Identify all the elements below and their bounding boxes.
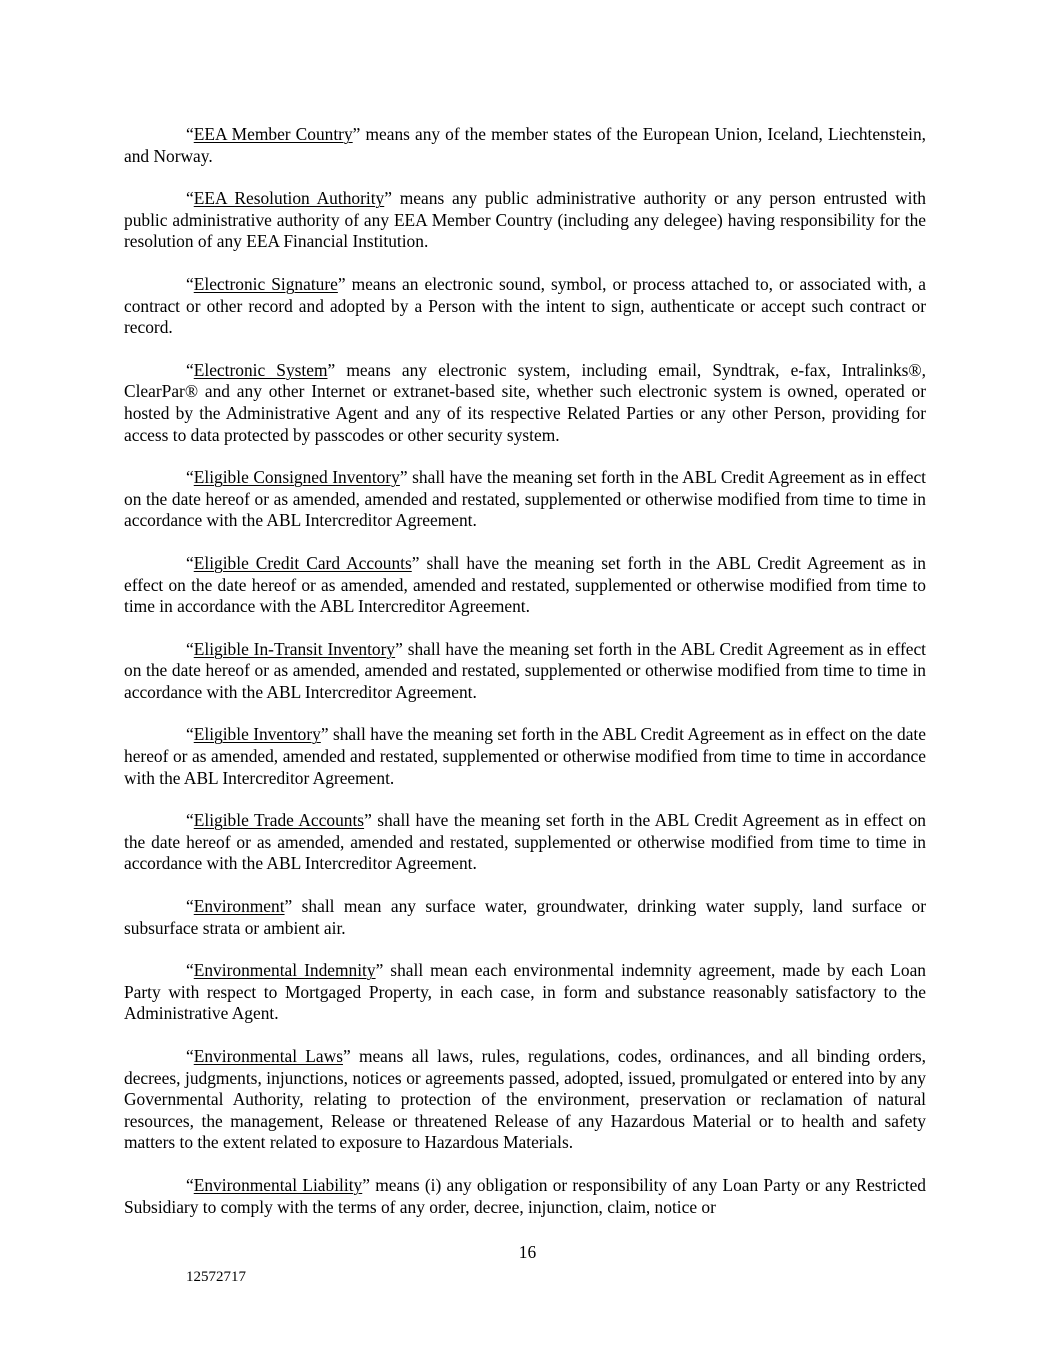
defined-term: Environmental Liability — [193, 1174, 363, 1195]
defined-term: EEA Member Country — [193, 124, 353, 144]
definition-text: shall mean each environmental indemnity agreement, made by each Loan Party with respect to Mortgaged Property, in each case, in form and substance reasonably satisfactory to the Administrative Agent. — [124, 960, 927, 1024]
definition-paragraph: “Environmental Laws” means all laws, rules, regulations, codes, ordinances, and all binding orders, decrees, judgments, injunctions, notices or agreements passed, adopted, issued, promulgated or entered into by any Governmental Authority, relating to protection of the environment, preservation or reclamation of natural resources, the management, Release or threatened Release of any Hazardous Material or to health and safety matters to the extent related to exposure to Hazardous Materials. — [124, 1046, 926, 1153]
defined-term: Electronic System — [193, 359, 328, 380]
definition-text: shall have the meaning set forth in the ABL Credit Agreement as in effect on the date hereof or as amended, amended and restated, supplemented or otherwise modified from time to time in accordance with the ABL Intercreditor Agreement. — [124, 810, 926, 874]
defined-term: Electronic Signature — [193, 273, 338, 294]
definition-paragraph: “Eligible Inventory” shall have the meaning set forth in the ABL Credit Agreement as in effect on the date hereof or as amended, amended and restated, supplemented or otherwise modified from time to time in accordance with the ABL Intercreditor Agreement. — [124, 724, 926, 788]
page-number: 16 — [518, 1242, 537, 1262]
definition-text: means an electronic sound, symbol, or process attached to, or associated with, a contract or other record and adopted by a Person with the intent to sign, authenticate or accept such contract or record. — [124, 273, 926, 338]
definition-text: shall have the meaning set forth in the ABL Credit Agreement as in effect on the date hereof or as amended, amended and restated, supplemented or otherwise modified from time to time in accordance with the ABL Intercreditor Agreement. — [124, 467, 926, 531]
definition-paragraph: “Environmental Indemnity” shall mean each environmental indemnity agreement, made by each Loan Party with respect to Mortgaged Property, in each case, in form and substance reasonably satisfactory to the Administrative Agent. — [124, 960, 927, 1024]
definition-text: means any electronic system, including email, Syndtrak, e-fax, Intralinks®, ClearPar® and any other Internet or extranet-based site, whether such electronic system is owned, operated or hosted by the Administrative Agent and any of its respective Related Parties or any other Person, providing for access to data protected by passcodes or other security system. — [124, 359, 926, 445]
definition-text: means (i) any obligation or responsibility of any Loan Party or any Restricted Subsidiary to comply with the terms of any order, decree, injunction, claim, notice or — [124, 1174, 926, 1217]
definition-paragraph: “Eligible In-Transit Inventory” shall have the meaning set forth in the ABL Credit Agreement as in effect on the date hereof or as amended, amended and restated, supplemented or otherwise modified from time to time in accordance with the ABL Intercreditor Agreement. — [124, 638, 926, 702]
definition-text: shall mean any surface water, groundwater, drinking water supply, land surface or subsurface strata or ambient air. — [124, 896, 926, 938]
definition-paragraph: “EEA Member Country” means any of the member states of the European Union, Iceland, Liechtenstein, and Norway. — [124, 124, 926, 166]
defined-term: Environment — [193, 896, 285, 917]
defined-term: Environmental Laws — [193, 1046, 343, 1066]
definition-text: means any public administrative authority or any person entrusted with public administrative authority of any EEA Member Country (including any delegee) having responsibility for the resolution of any EEA Financial Institution. — [124, 188, 926, 252]
defined-term: Eligible Inventory — [193, 724, 321, 745]
definition-text: means all laws, rules, regulations, codes, ordinances, and all binding orders, decrees, judgments, injunctions, notices or agreements passed, adopted, issued, promulgated or entered into by any Governmental Authority, relating to protection of the environment, preservation or reclamation of natural resources, the management, Release or threatened Release of any Hazardous Material or to health and safety matters to the extent related to exposure to Hazardous Materials. — [124, 1046, 926, 1153]
defined-term: Environmental Indemnity — [193, 960, 376, 981]
definition-paragraph: “Eligible Consigned Inventory” shall have the meaning set forth in the ABL Credit Agreement as in effect on the date hereof or as amended, amended and restated, supplemented or otherwise modified from time to time in accordance with the ABL Intercreditor Agreement. — [124, 467, 926, 531]
defined-term: Eligible Trade Accounts — [193, 810, 365, 831]
definitions-section — [124, 124, 926, 1239]
definition-paragraph: “Eligible Trade Accounts” shall have the meaning set forth in the ABL Credit Agreement as in effect on the date hereof or as amended, amended and restated, supplemented or otherwise modified from time to time in accordance with the ABL Intercreditor Agreement. — [124, 810, 926, 874]
definition-text: shall have the meaning set forth in the ABL Credit Agreement as in effect on the date hereof or as amended, amended and restated, supplemented or otherwise modified from time to time in accordance with the ABL Intercreditor Agreement. — [124, 552, 926, 617]
defined-term: Eligible Consigned Inventory — [193, 467, 400, 488]
definition-text: means any of the member states of the European Union, Iceland, Liechtenstein, and Norway. — [124, 124, 926, 166]
definition-text: shall have the meaning set forth in the ABL Credit Agreement as in effect on the date hereof or as amended, amended and restated, supplemented or otherwise modified from time to time in accordance with the ABL Intercreditor Agreement. — [124, 638, 926, 702]
defined-term: EEA Resolution Authority — [193, 188, 385, 209]
definition-paragraph: “Environment” shall mean any surface water, groundwater, drinking water supply, land surface or subsurface strata or ambient air. — [124, 896, 926, 938]
definition-paragraph: “Electronic Signature” means an electronic sound, symbol, or process attached to, or associated with, a contract or other record and adopted by a Person with the intent to sign, authenticate or accept such contract or record. — [124, 273, 926, 338]
document-id: 12572717 — [186, 1269, 246, 1285]
definition-paragraph: “Eligible Credit Card Accounts” shall have the meaning set forth in the ABL Credit Agreement as in effect on the date hereof or as amended, amended and restated, supplemented or otherwise modified from time to time in accordance with the ABL Intercreditor Agreement. — [124, 552, 926, 617]
definition-text: shall have the meaning set forth in the ABL Credit Agreement as in effect on the date hereof or as amended, amended and restated, supplemented or otherwise modified from time to time in accordance with the ABL Intercreditor Agreement. — [124, 724, 926, 788]
definition-paragraph: “Environmental Liability” means (i) any obligation or responsibility of any Loan Party or any Restricted Subsidiary to comply with the terms of any order, decree, injunction, claim, notice or — [124, 1174, 926, 1217]
definition-paragraph: “Electronic System” means any electronic system, including email, Syndtrak, e-fax, Intralinks®, ClearPar® and any other Internet or extranet-based site, whether such electronic system is owned, operated or hosted by the Administrative Agent and any of its respective Related Parties or any other Person, providing for access to data protected by passcodes or other security system. — [124, 359, 926, 445]
defined-term: Eligible In-Transit Inventory — [193, 638, 396, 659]
defined-term: Eligible Credit Card Accounts — [193, 552, 412, 573]
definition-paragraph: “EEA Resolution Authority” means any public administrative authority or any person entrusted with public administrative authority of any EEA Member Country (including any delegee) having responsibility for the resolution of any EEA Financial Institution. — [124, 188, 926, 252]
